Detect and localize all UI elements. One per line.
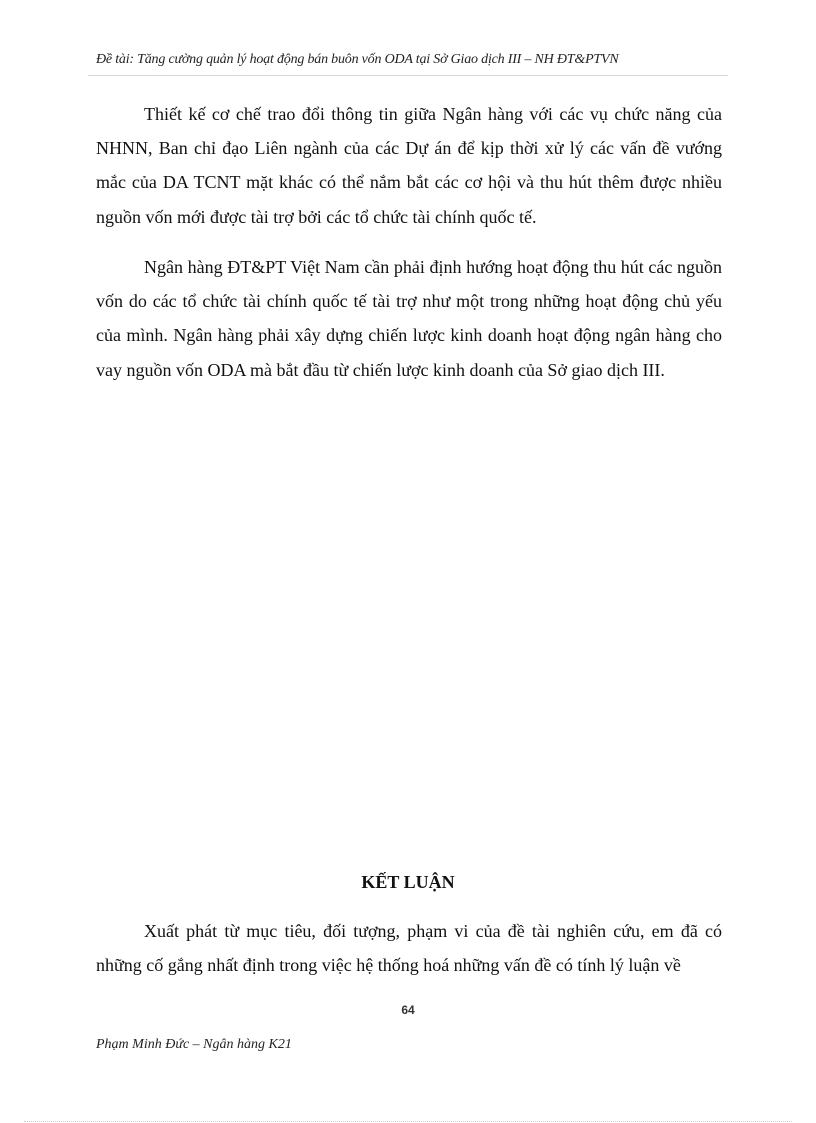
header-divider	[88, 75, 728, 76]
running-header: Đề tài: Tăng cường quản lý hoạt động bán buôn vốn ODA tại Sở Giao dịch III – NH ĐT&PTVN	[96, 52, 619, 67]
body-paragraph-2: Ngân hàng ĐT&PT Việt Nam cần phải định hướng hoạt động thu hút các nguồn vốn do các tổ chức tài chính quốc tế tài trợ như một trong những hoạt động chủ yếu của mình. Ngân hàng phải xây dựng chiến lược kinh doanh hoạt động ngân hàng cho vay nguồn vốn ODA mà bắt đầu từ chiến lược kinh doanh của Sở giao dịch III.	[96, 257, 722, 380]
footer-divider	[24, 1121, 792, 1122]
page-number: 64	[401, 1003, 415, 1017]
conclusion-paragraph: Xuất phát từ mục tiêu, đối tượng, phạm vi của đề tài nghiên cứu, em đã có những cố gắng nhất định trong việc hệ thống hoá những vấn đề có tính lý luận về	[96, 921, 722, 976]
body-paragraph-1: Thiết kế cơ chế trao đổi thông tin giữa Ngân hàng với các vụ chức năng của NHNN, Ban chỉ đạo Liên ngành của các Dự án để kịp thời xử lý các vấn đề vướng mắc của DA TCNT mặt khác có thể nắm bắt các cơ hội và thu hút thêm được nhiều nguồn vốn mới được tài trợ bởi các tổ chức tài chính quốc tế.	[96, 104, 722, 227]
running-footer: Phạm Minh Đức – Ngân hàng K21	[96, 1037, 292, 1052]
conclusion-heading: KẾT LUẬN	[361, 872, 455, 892]
